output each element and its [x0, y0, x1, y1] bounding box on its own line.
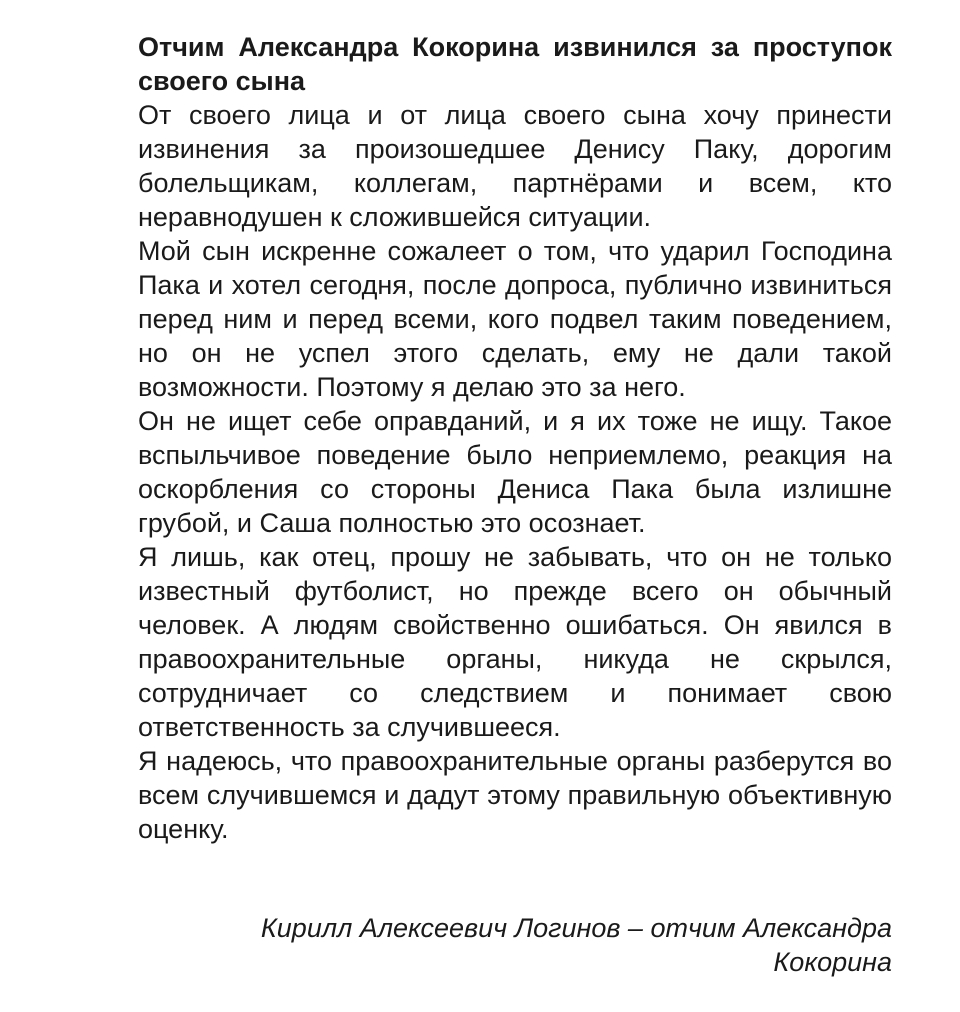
paragraph-hope: Я надеюсь, что правоохранительные органы разберутся во всем случившемся и дадут этому правильную объективную оценку. — [138, 746, 892, 844]
signature-line-1: Кирилл Алексеевич Логинов – отчим Александра — [260, 913, 892, 943]
paragraph-father-request: Я лишь, как отец, прошу не забывать, что он не только известный футболист, но прежде всего он обычный человек. А людям свойственно ошибаться. Он явился в правоохранительные органы, никуда не скрылся, сотрудничает со следствием и понимает свою ответственность за случившееся. — [138, 542, 892, 742]
paragraph-apology: От своего лица и от лица своего сына хочу принести извинения за произошедшее Денису Паку, дорогим болельщикам, коллегам, партнёрами и всем, кто неравнодушен к сложившейся ситуации. — [138, 100, 892, 232]
signature — [138, 911, 892, 979]
paragraph-regret: Мой сын искренне сожалеет о том, что ударил Господина Пака и хотел сегодня, после допроса, публично извиниться перед ним и перед всеми, кого подвел таким поведением, но он не успел этого сделать, ему не дали такой возможности. Поэтому я делаю это за него. — [138, 236, 892, 402]
signature-line-2: Кокорина — [773, 947, 892, 977]
paragraph-no-excuses: Он не ищет себе оправданий, и я их тоже не ищу. Такое вспыльчивое поведение было неприемлемо, реакция на оскорбления со стороны Дениса Пака была излишне грубой, и Саша полностью это осознает. — [138, 406, 892, 538]
document-body — [138, 30, 892, 846]
article-title: Отчим Александра Кокорина извинился за проступок своего сына — [138, 32, 892, 96]
